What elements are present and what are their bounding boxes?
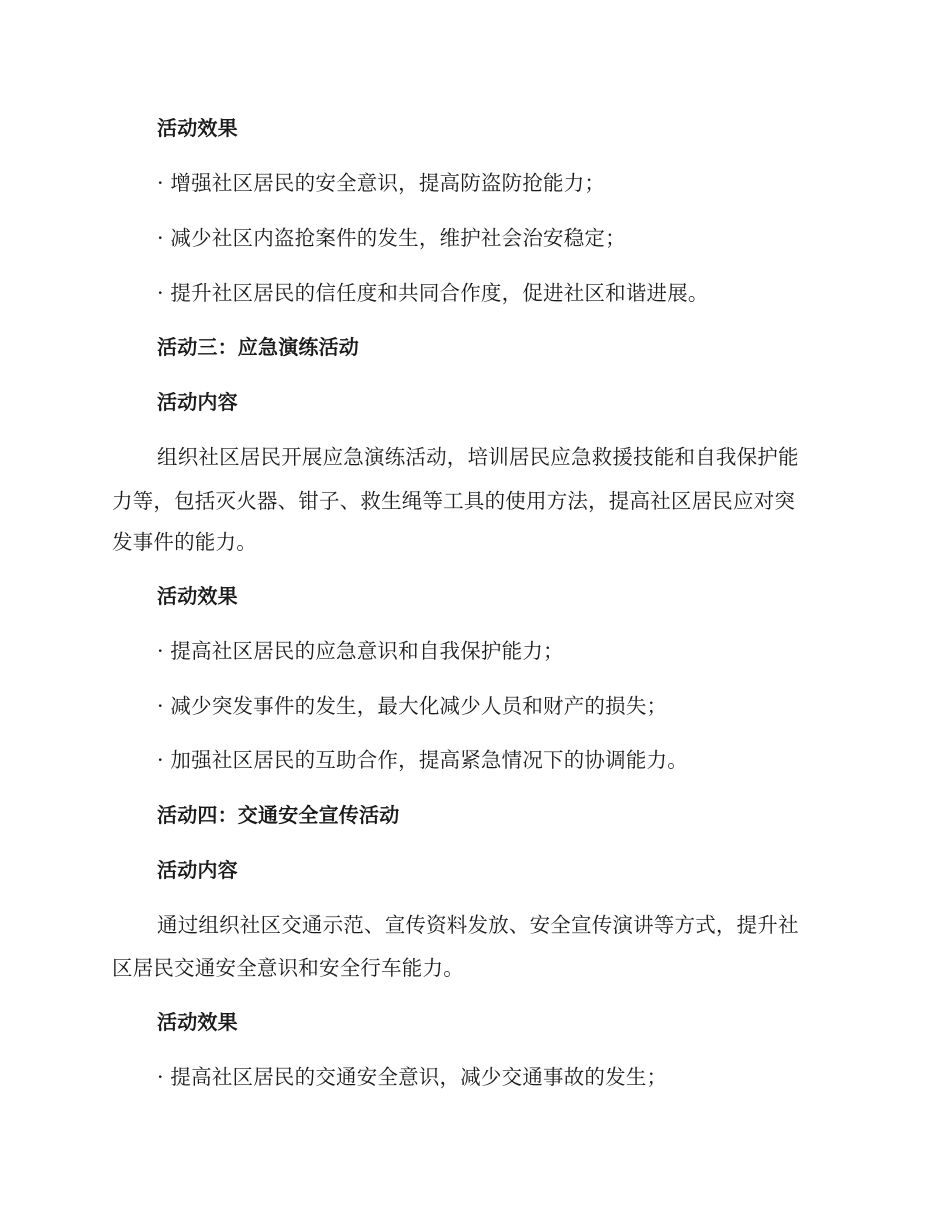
activity-four-title: 活动四：交通安全宣传活动 xyxy=(157,803,400,827)
bullet-item: · 提升社区居民的信任度和共同合作度，促进社区和谐进展。 xyxy=(157,281,709,305)
paragraph-line: 发事件的能力。 xyxy=(112,530,257,554)
bullet-item: · 提高社区居民的交通安全意识，减少交通事故的发生； xyxy=(157,1065,668,1089)
section-heading-content-3: 活动内容 xyxy=(157,390,238,414)
paragraph-line: 区居民交通安全意识和安全行车能力。 xyxy=(112,956,464,980)
paragraph-line: 力等，包括灭火器、钳子、救生绳等工具的使用方法，提高社区居民应对突 xyxy=(112,489,796,513)
activity-three-title: 活动三：应急演练活动 xyxy=(157,335,359,359)
bullet-item: · 提高社区居民的应急意识和自我保护能力； xyxy=(157,639,564,663)
section-heading-effect-1: 活动效果 xyxy=(157,116,238,140)
bullet-item: · 增强社区居民的安全意识，提高防盗防抢能力； xyxy=(157,171,606,195)
paragraph-line: 通过组织社区交通示范、宣传资料发放、安全宣传演讲等方式，提升社 xyxy=(157,913,799,937)
bullet-item: · 加强社区居民的互助合作，提高紧急情况下的协调能力。 xyxy=(157,748,688,772)
section-heading-effect-3: 活动效果 xyxy=(157,584,238,608)
paragraph-line: 组织社区居民开展应急演练活动，培训居民应急救援技能和自我保护能 xyxy=(157,445,799,469)
section-heading-content-4: 活动内容 xyxy=(157,858,238,882)
bullet-item: · 减少社区内盗抢案件的发生，维护社会治安稳定； xyxy=(157,226,626,250)
section-heading-effect-4: 活动效果 xyxy=(157,1010,238,1034)
bullet-item: · 减少突发事件的发生，最大化减少人员和财产的损失； xyxy=(157,694,668,718)
